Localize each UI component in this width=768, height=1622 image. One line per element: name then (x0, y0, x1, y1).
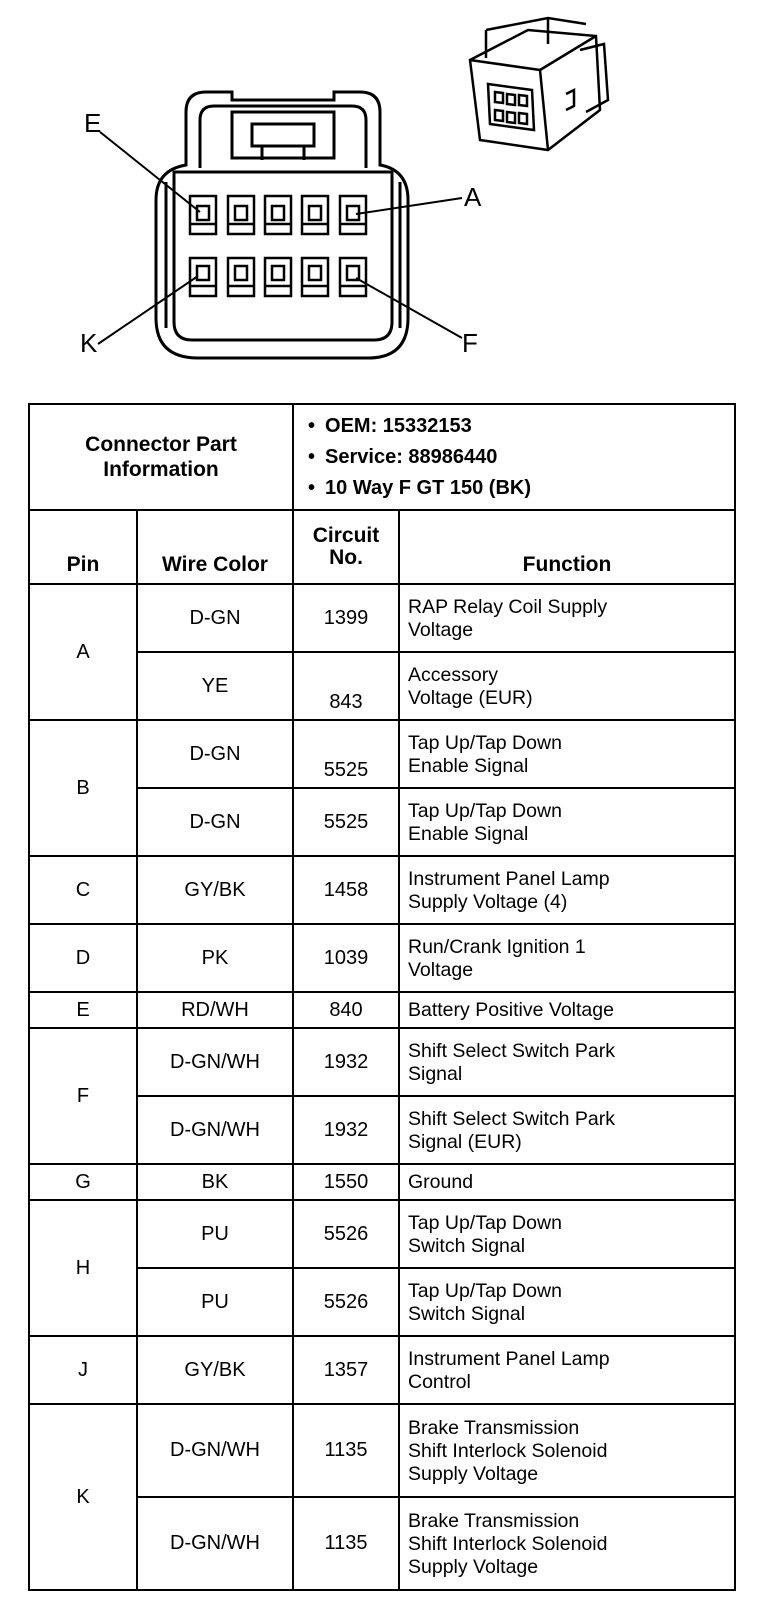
function-cell (399, 652, 735, 720)
circuit-cell: 1550 (293, 1164, 399, 1200)
column-header-wire-color: Wire Color (137, 510, 293, 584)
function-line: Supply Voltage (4) (408, 890, 568, 913)
function-cell (399, 1164, 735, 1200)
function-line: Accessory (408, 663, 498, 686)
wire-color-cell: D-GN/WH (137, 1404, 293, 1497)
function-cell (399, 1497, 735, 1590)
wire-color-cell: GY/BK (137, 1336, 293, 1404)
table-row (29, 1200, 735, 1268)
table-row (29, 584, 735, 652)
function-line: RAP Relay Coil Supply (408, 595, 608, 618)
circuit-cell: 5525 (293, 720, 399, 788)
wire-color-cell: PU (137, 1200, 293, 1268)
circuit-cell: 1932 (293, 1028, 399, 1096)
circuit-cell: 5526 (293, 1200, 399, 1268)
wire-color-cell: D-GN/WH (137, 1096, 293, 1164)
function-line: Battery Positive Voltage (408, 999, 614, 1021)
column-header-row (29, 510, 735, 584)
function-line: Shift Interlock Solenoid (408, 1439, 608, 1462)
function-cell (399, 992, 735, 1028)
wire-color-cell: D-GN (137, 788, 293, 856)
pin-cell: J (29, 1336, 137, 1404)
wire-color-cell: RD/WH (137, 992, 293, 1028)
circuit-cell: 1039 (293, 924, 399, 992)
function-line: Control (408, 1370, 471, 1393)
wire-color-cell: D-GN (137, 584, 293, 652)
function-cell (399, 1096, 735, 1164)
function-cell (399, 584, 735, 652)
function-line: Brake Transmission (408, 1509, 580, 1532)
pin-cell: H (29, 1200, 137, 1336)
wire-color-cell: YE (137, 652, 293, 720)
circuit-cell: 5525 (293, 788, 399, 856)
wire-color-cell: D-GN/WH (137, 1497, 293, 1590)
column-header-pin: Pin (29, 510, 137, 584)
function-cell (399, 1268, 735, 1336)
wire-color-cell: BK (137, 1164, 293, 1200)
function-line: Instrument Panel Lamp (408, 867, 610, 890)
function-line: Enable Signal (408, 822, 529, 845)
circuit-header-line: No. (329, 546, 363, 569)
pin-cell: D (29, 924, 137, 992)
function-line: Tap Up/Tap Down (408, 1279, 562, 1302)
header-label-line: Information (103, 458, 219, 481)
function-cell (399, 720, 735, 788)
function-line: Switch Signal (408, 1302, 526, 1325)
function-cell (399, 1200, 735, 1268)
function-line: Run/Crank Ignition 1 (408, 935, 586, 958)
pin-cell: K (29, 1404, 137, 1590)
table-row (29, 1336, 735, 1404)
label-f: F (462, 328, 478, 358)
wire-color-cell: PU (137, 1268, 293, 1336)
circuit-cell: 840 (293, 992, 399, 1028)
connector-pinout-table (28, 403, 736, 1591)
function-line: Instrument Panel Lamp (408, 1347, 610, 1370)
function-line: Signal (EUR) (408, 1130, 522, 1153)
table-row (29, 924, 735, 992)
connector-face-drawing (0, 0, 768, 395)
function-line: Voltage (408, 618, 474, 641)
pin-cell: F (29, 1028, 137, 1164)
function-line: Signal (408, 1062, 463, 1085)
table-row (29, 1404, 735, 1497)
function-cell (399, 856, 735, 924)
function-line: Enable Signal (408, 754, 529, 777)
function-cell (399, 788, 735, 856)
function-line: Shift Select Switch Park (408, 1107, 615, 1130)
table-row (29, 720, 735, 788)
service-part-number: • Service: 88986440 (308, 442, 734, 473)
column-header-circuit (293, 510, 399, 584)
connector-part-info (293, 404, 735, 510)
circuit-cell: 1357 (293, 1336, 399, 1404)
function-line: Ground (408, 1171, 474, 1193)
function-line: Voltage (408, 958, 474, 981)
function-line: Brake Transmission (408, 1416, 580, 1439)
function-line: Tap Up/Tap Down (408, 1211, 562, 1234)
column-header-function: Function (399, 510, 735, 584)
connector-part-info-label (29, 404, 293, 510)
wire-color-cell: D-GN (137, 720, 293, 788)
function-line: Switch Signal (408, 1234, 526, 1257)
pin-cavities (190, 196, 366, 296)
function-line: Tap Up/Tap Down (408, 731, 562, 754)
circuit-cell: 1399 (293, 584, 399, 652)
function-cell (399, 1028, 735, 1096)
circuit-cell: 1135 (293, 1497, 399, 1590)
function-line: Tap Up/Tap Down (408, 799, 562, 822)
table-row (29, 1028, 735, 1096)
wire-color-cell: PK (137, 924, 293, 992)
function-cell (399, 924, 735, 992)
function-line: Shift Select Switch Park (408, 1039, 615, 1062)
circuit-cell: 843 (293, 652, 399, 720)
label-a: A (464, 182, 482, 212)
circuit-cell: 1932 (293, 1096, 399, 1164)
header-label-line: Connector Part (85, 433, 237, 456)
connector-3d-sketch (470, 18, 608, 150)
function-cell (399, 1404, 735, 1497)
table-row (29, 856, 735, 924)
circuit-header-line: Circuit (312, 524, 380, 547)
pin-cell: A (29, 584, 137, 720)
pin-cell: C (29, 856, 137, 924)
connector-diagram (0, 0, 768, 395)
table-row (29, 1164, 735, 1200)
wire-color-cell: D-GN/WH (137, 1028, 293, 1096)
label-e: E (84, 108, 102, 138)
pin-cell: E (29, 992, 137, 1028)
function-line: Shift Interlock Solenoid (408, 1532, 608, 1555)
function-line: Supply Voltage (408, 1555, 539, 1578)
label-k: K (80, 328, 98, 358)
function-line: Supply Voltage (408, 1462, 539, 1485)
table-header-row (29, 404, 735, 510)
pin-cell: G (29, 1164, 137, 1200)
wire-color-cell: GY/BK (137, 856, 293, 924)
function-line: Voltage (EUR) (408, 686, 533, 709)
circuit-cell: 5526 (293, 1268, 399, 1336)
table-row (29, 992, 735, 1028)
pin-cell: B (29, 720, 137, 856)
function-cell (399, 1336, 735, 1404)
connector-description: • 10 Way F GT 150 (BK) (308, 473, 734, 504)
circuit-cell: 1135 (293, 1404, 399, 1497)
circuit-cell: 1458 (293, 856, 399, 924)
oem-part-number: • OEM: 15332153 (308, 411, 734, 442)
